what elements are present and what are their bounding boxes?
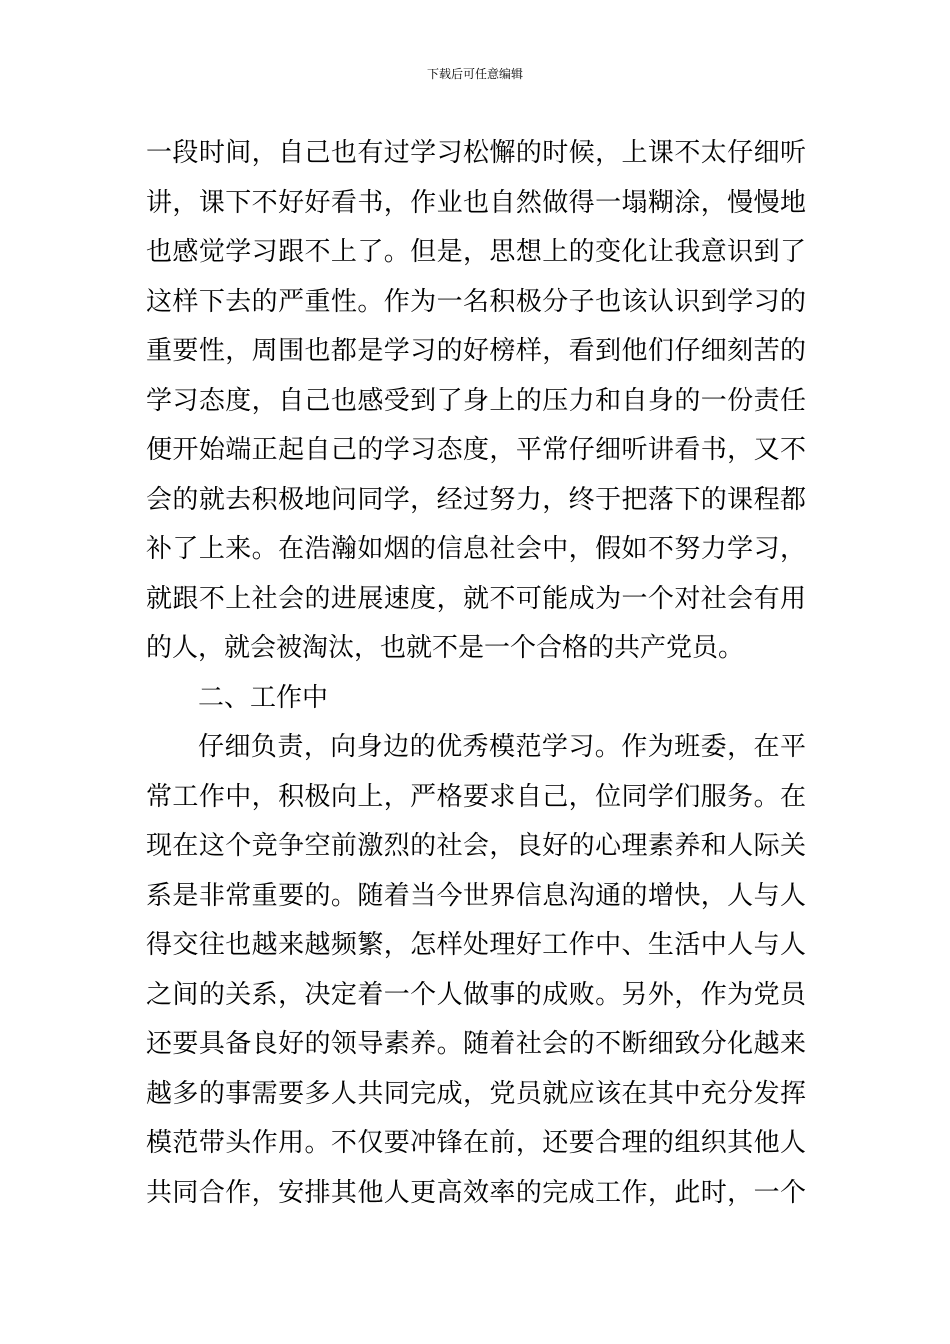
text-line: 得交往也越来越频繁，怎样处理好工作中、生活中人与人 bbox=[146, 930, 806, 960]
text-line: 仔细负责，向身边的优秀模范学习。作为班委，在平 bbox=[198, 732, 806, 762]
text-line: 补了上来。在浩瀚如烟的信息社会中，假如不努力学习， bbox=[146, 534, 806, 564]
text-line: 一段时间，自己也有过学习松懈的时候，上课不太仔细听 bbox=[146, 138, 806, 168]
text-line: 常工作中，积极向上，严格要求自己，位同学们服务。在 bbox=[146, 781, 806, 812]
text-line: 学习态度，自己也感受到了身上的压力和自身的一份责任 bbox=[146, 385, 806, 416]
text-line: 的人，就会被淘汰，也就不是一个合格的共产党员。 bbox=[146, 633, 745, 663]
text-line: 就跟不上社会的进展速度，就不可能成为一个对社会有用 bbox=[146, 583, 806, 614]
text-line: 还要具备良好的领导素养。随着社会的不断细致分化越来 bbox=[146, 1029, 806, 1059]
text-line: 现在这个竞争空前激烈的社会，良好的心理素养和人际关 bbox=[146, 831, 806, 861]
header-note: 下载后可任意编辑 bbox=[426, 67, 523, 81]
text-line: 便开始端正起自己的学习态度，平常仔细听讲看书，又不 bbox=[146, 435, 806, 465]
text-line: 也感觉学习跟不上了。但是，思想上的变化让我意识到了 bbox=[146, 237, 806, 267]
text-line: 共同合作，安排其他人更高效率的完成工作，此时，一个 bbox=[146, 1177, 806, 1208]
text-line: 模范带头作用。不仅要冲锋在前，还要合理的组织其他人 bbox=[146, 1128, 806, 1158]
text-line: 越多的事需要多人共同完成，党员就应该在其中充分发挥 bbox=[146, 1078, 806, 1109]
section-heading: 二、工作中 bbox=[198, 682, 329, 713]
text-line: 重要性，周围也都是学习的好榜样，看到他们仔细刻苦的 bbox=[146, 336, 806, 366]
text-line: 这样下去的严重性。作为一名积极分子也该认识到学习的 bbox=[146, 286, 806, 317]
text-line: 讲，课下不好好看书，作业也自然做得一塌糊涂，慢慢地 bbox=[146, 187, 806, 218]
text-line: 会的就去积极地问同学，经过努力，终于把落下的课程都 bbox=[146, 484, 806, 515]
text-line: 之间的关系，决定着一个人做事的成败。另外，作为党员 bbox=[146, 979, 806, 1010]
document-body bbox=[146, 129, 806, 1218]
text-line: 系是非常重要的。随着当今世界信息沟通的增快，人与人 bbox=[146, 880, 806, 911]
